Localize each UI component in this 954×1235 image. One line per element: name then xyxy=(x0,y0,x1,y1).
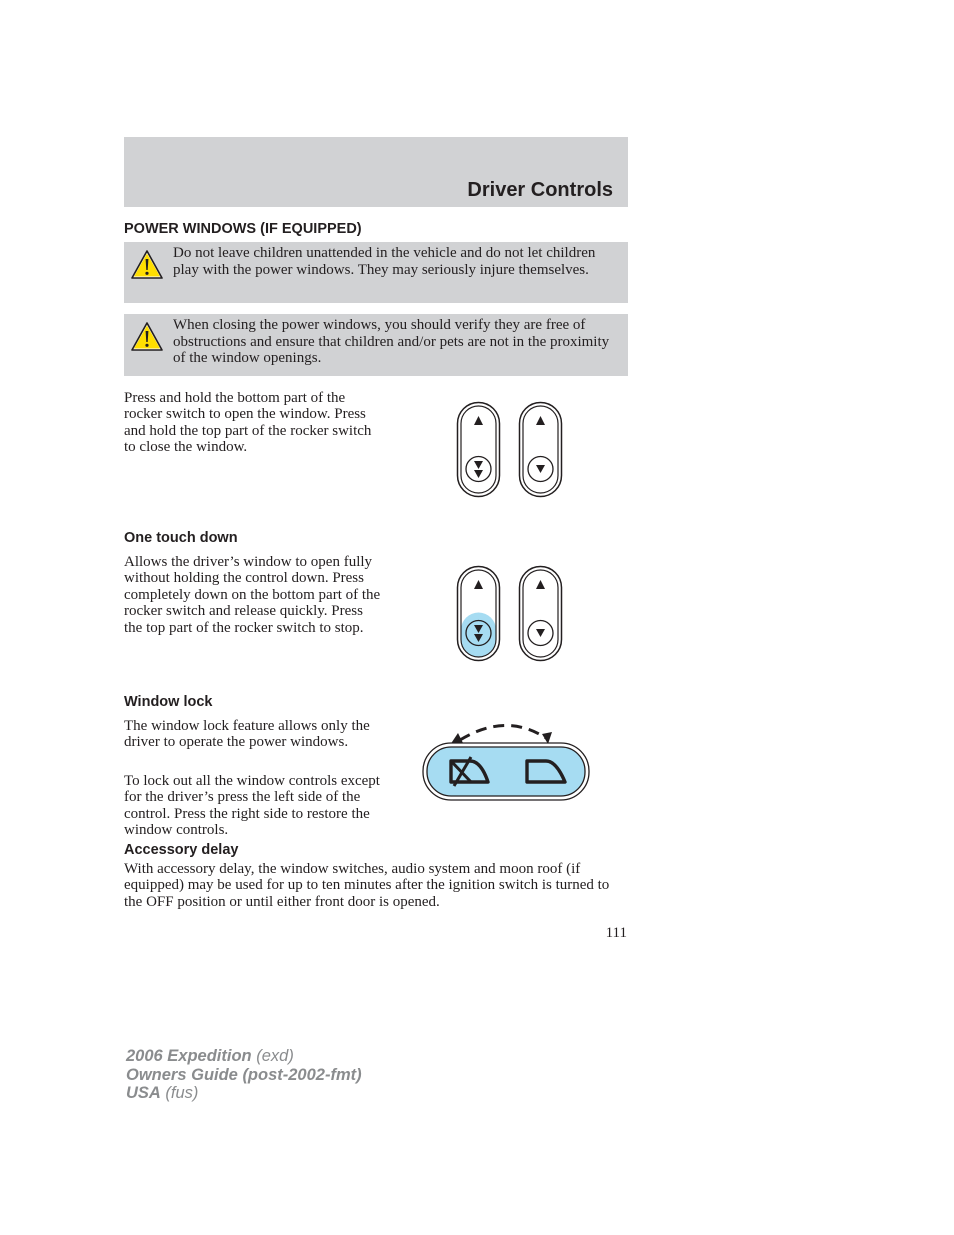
section-heading-power-windows: POWER WINDOWS (IF EQUIPPED) xyxy=(124,221,362,237)
accessory-delay-text: With accessory delay, the window switches, audio system and moon roof (if equipped) may be used for up to ten minutes after the ignition switch is turned to the OFF position or until either front door is opened. xyxy=(124,861,610,910)
one-touch-text: Allows the driver’s window to open fully without holding the control down. Press completely down on the bottom part of the rocker switch and release quickly. Press the top part of the rocker switch to stop. xyxy=(124,554,381,636)
warning-box-obstructions xyxy=(124,314,628,376)
footer-line-3: USA (fus) xyxy=(126,1084,199,1102)
one-touch-figure xyxy=(450,564,570,664)
header-bar xyxy=(124,137,628,207)
window-lock-text-1: The window lock feature allows only the driver to operate the power windows. xyxy=(124,718,370,751)
rocker-switches-figure xyxy=(450,400,570,500)
passenger-rocker-switch xyxy=(520,567,562,661)
driver-rocker-switch-highlighted xyxy=(458,567,500,661)
footer xyxy=(126,1047,362,1103)
dashed-arrow-icon xyxy=(450,725,552,745)
rocker-intro-text: Press and hold the bottom part of the rocker switch to open the window. Press and hold the top part of the rocker switch to close the window. xyxy=(124,390,372,456)
section-heading-window-lock: Window lock xyxy=(124,694,213,710)
warning-text: Do not leave children unattended in the vehicle and do not let children play with the power windows. They may seriously injure themselves. xyxy=(173,245,596,278)
driver-rocker-switch xyxy=(458,403,500,497)
window-lock-text-2: To lock out all the window controls except for the driver’s press the left side of the control. Press the right side to restore the window controls. xyxy=(124,773,380,839)
footer-line-1: 2006 Expedition (exd) xyxy=(126,1047,294,1065)
section-heading-accessory-delay: Accessory delay xyxy=(124,842,239,858)
section-heading-one-touch-down: One touch down xyxy=(124,530,238,546)
warning-triangle-icon xyxy=(130,321,164,353)
window-lock-figure xyxy=(420,718,592,804)
page-title: Driver Controls xyxy=(467,179,613,201)
footer-line-2: Owners Guide (post-2002-fmt) xyxy=(126,1065,362,1084)
warning-text: When closing the power windows, you should verify they are free of obstructions and ensure that children and/or pets are not in the proximity of the window openings. xyxy=(173,317,610,366)
warning-triangle-icon xyxy=(130,249,164,281)
page-number: 111 xyxy=(605,925,627,941)
passenger-rocker-switch xyxy=(520,403,562,497)
warning-box-children xyxy=(124,242,628,303)
